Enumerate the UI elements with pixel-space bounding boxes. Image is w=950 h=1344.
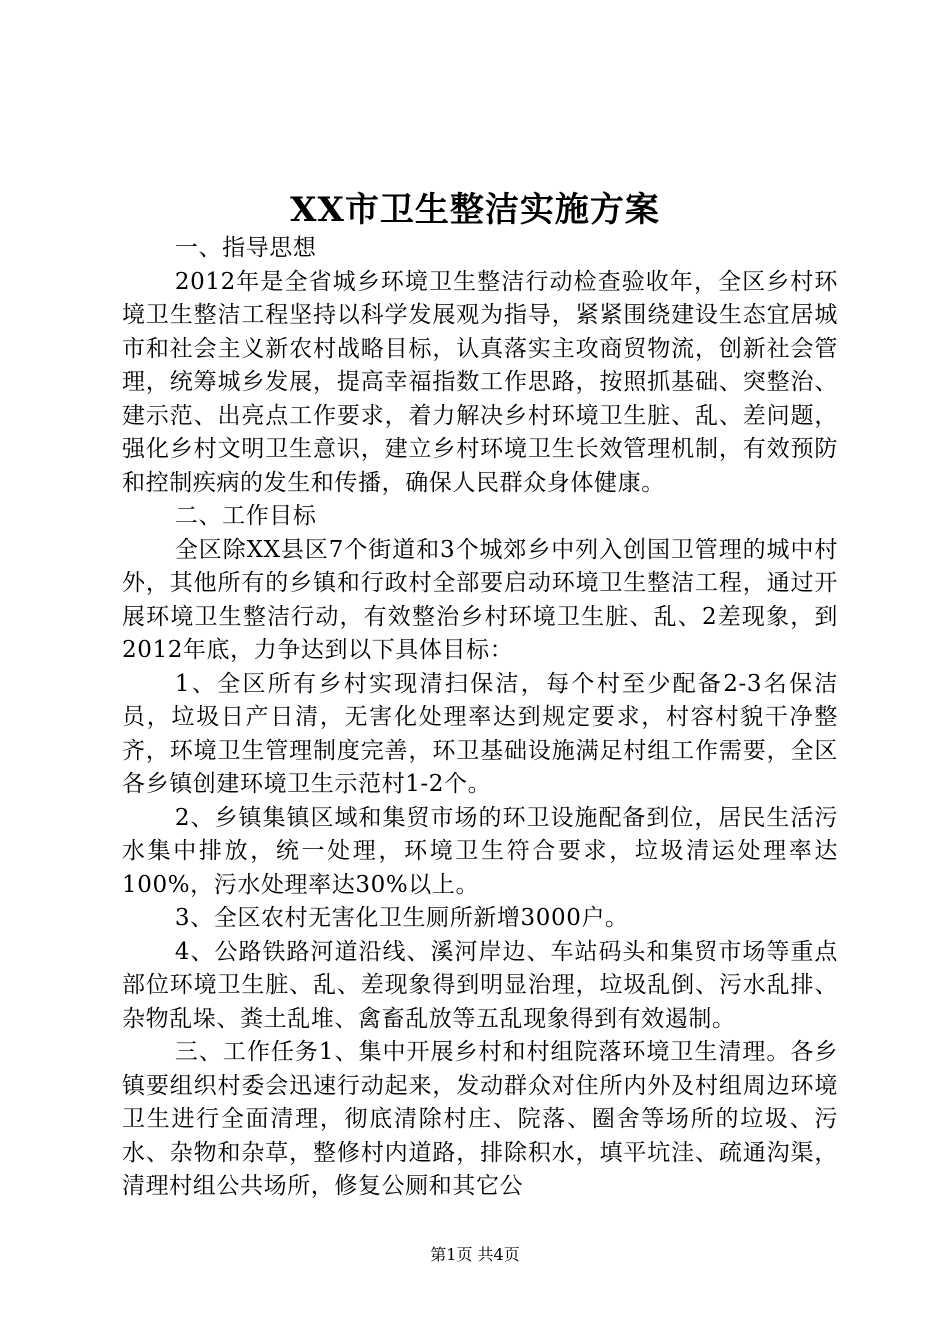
paragraph-guiding-ideology: 2012年是全省城乡环境卫生整洁行动检查验收年，全区乡村环境卫生整洁工程坚持以科学发展观为指导，紧紧围绕建设生态宜居城市和社会主义新农村战略目标，认真落实主攻商贸物流，创新社会管理，统筹城乡发展，提高幸福指数工作思路，按照抓基础、突整治、建示范、出亮点工作要求，着力解决乡村环境卫生脏、乱、差问题，强化乡村文明卫生意识，建立乡村环境卫生长效管理机制，有效预防和控制疾病的发生和传播，确保人民群众身体健康。 bbox=[122, 268, 838, 496]
paragraph-goal-3: 3、全区农村无害化卫生厕所新增3000户。 bbox=[174, 905, 629, 931]
document-body bbox=[122, 232, 838, 1204]
paragraph-work-tasks: 三、工作任务1、集中开展乡村和村组院落环境卫生清理。各乡镇要组织村委会迅速行动起来，发动群众对住所内外及村组周边环境卫生进行全面清理，彻底清除村庄、院落、圈舍等场所的垃圾、污水、杂物和杂草，整修村内道路，排除积水，填平坑洼、疏通沟渠，清理村组公共场所，修复公厕和其它公 bbox=[122, 1039, 838, 1199]
section-heading-guiding-ideology: 一、指导思想 bbox=[174, 235, 317, 261]
document-title: XX市卫生整洁实施方案 bbox=[290, 190, 660, 230]
paragraph-goal-4: 4、公路铁路河道沿线、溪河岸边、车站码头和集贸市场等重点部位环境卫生脏、乱、差现象得到明显治理，垃圾乱倒、污水乱排、杂物乱垛、粪土乱堆、禽畜乱放等五乱现象得到有效遏制。 bbox=[122, 938, 838, 1032]
paragraph-goal-1: 1、全区所有乡村实现清扫保洁，每个村至少配备2-3名保洁员，垃圾日产日清，无害化处理率达到规定要求，村容村貌干净整齐，环境卫生管理制度完善，环卫基础设施满足村组工作需要，全区各乡镇创建环境卫生示范村1-2个。 bbox=[122, 670, 838, 797]
section-heading-work-goals: 二、工作目标 bbox=[174, 503, 317, 529]
paragraph-goal-2: 2、乡镇集镇区域和集贸市场的环卫设施配备到位，居民生活污水集中排放，统一处理，环境卫生符合要求，垃圾清运处理率达100%，污水处理率达30%以上。 bbox=[122, 804, 838, 898]
paragraph-work-goals-intro: 全区除XX县区7个街道和3个城郊乡中列入创国卫管理的城中村外，其他所有的乡镇和行政村全部要启动环境卫生整洁工程，通过开展环境卫生整洁行动，有效整治乡村环境卫生脏、乱、2差现象，到2012年底，力争达到以下具体目标： bbox=[122, 536, 838, 663]
page-footer: 第1页 共4页 bbox=[430, 1245, 520, 1264]
